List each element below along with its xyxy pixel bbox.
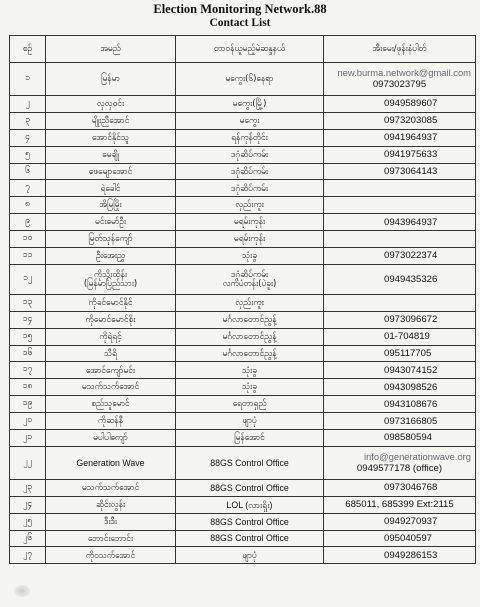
cell-contact [324, 294, 476, 311]
cell-constituency [176, 180, 324, 197]
cell-name [46, 248, 176, 265]
cell-constituency [176, 63, 324, 96]
constituency-line: 88GS Control Office [210, 457, 289, 468]
cell-constituency [176, 513, 324, 530]
name-line: ကိုဝသက်အောင် [85, 549, 136, 560]
phone-text: 0943964937 [384, 216, 438, 228]
cell-contact [324, 146, 476, 163]
name-line: ဖေမျောအောင် [88, 165, 133, 176]
constituency-line: လှည်းကူး [235, 199, 264, 210]
cell-number: ၁၀ [10, 231, 46, 248]
cell-constituency [176, 362, 324, 379]
cell-constituency [176, 129, 324, 146]
cell-constituency [176, 264, 324, 294]
cell-number: ၂၁ [10, 430, 46, 447]
cell-name [46, 96, 176, 113]
cell-name [46, 294, 176, 311]
cell-constituency [176, 547, 324, 564]
cell-name [46, 264, 176, 294]
document-title: Election Monitoring Network.88 [153, 2, 327, 16]
constituency-line: မင်္ဂလာတောင်ညွန့် [222, 313, 277, 324]
table-row [10, 180, 476, 197]
cell-contact [324, 96, 476, 113]
name-line: အိမြမြိုး [99, 199, 122, 210]
constituency-line: သုံးခွ [242, 250, 257, 261]
phone-text: 0949435326 [384, 273, 438, 285]
cell-contact [324, 112, 476, 129]
cell-contact [324, 197, 476, 214]
cell-number: ၂၆ [10, 530, 46, 547]
cell-number: ၁၄ [10, 311, 46, 328]
cell-contact [324, 530, 476, 547]
constituency-line: 88GS Control Office [210, 482, 289, 493]
cell-name [46, 231, 176, 248]
name-line: ဒီးဒီး [104, 515, 117, 526]
table-row [10, 328, 476, 345]
cell-name [46, 396, 176, 413]
cell-contact [324, 214, 476, 231]
table-row [10, 530, 476, 547]
phone-text: 098580594 [384, 432, 433, 444]
cell-constituency [176, 430, 324, 447]
cell-name [46, 163, 176, 180]
cell-contact [324, 248, 476, 265]
cell-contact [324, 446, 476, 479]
cell-constituency [176, 413, 324, 430]
name-line: စည်သူမောင် [91, 398, 130, 409]
name-line: ကိုဆန်နီ [98, 415, 123, 426]
table-row [10, 311, 476, 328]
cell-name [46, 530, 176, 547]
table-row [10, 479, 476, 496]
cell-constituency [176, 479, 324, 496]
phone-text: 0949270937 [384, 516, 438, 528]
cell-number: ၁၃ [10, 294, 46, 311]
cell-number: ၁၈ [10, 379, 46, 396]
cell-number: ၁၁ [10, 248, 46, 265]
cell-contact [324, 413, 476, 430]
name-line: ဆိုင်းလွန်း [95, 498, 126, 509]
cell-constituency [176, 396, 324, 413]
table-row [10, 362, 476, 379]
cell-constituency [176, 96, 324, 113]
cell-constituency [176, 248, 324, 265]
table-row [10, 264, 476, 294]
name-line: မျိုးညီအောင် [91, 115, 130, 125]
name-line: မြတ်သုန်ကျော် [88, 233, 133, 244]
cell-constituency [176, 146, 324, 163]
name-line: ရဲခေါင် [100, 182, 121, 193]
phone-text: 0973096672 [384, 314, 438, 326]
cell-name [46, 180, 176, 197]
table-row [10, 129, 476, 146]
constituency-line: မရမ်းကုန်း [233, 216, 266, 227]
cell-name [46, 496, 176, 513]
name-line: သီရိ [104, 347, 117, 358]
constituency-line-2: လက်ပံတန်း(ပဲခူး) [222, 278, 277, 289]
constituency-line: မကွေး [239, 115, 260, 125]
cell-number: ၂၇ [10, 547, 46, 564]
cell-number: ၅ [10, 146, 46, 163]
cell-contact [324, 430, 476, 447]
cell-number: ၂၂ [10, 446, 46, 479]
email-text: new.burma.network@gmail.com [337, 67, 471, 79]
cell-constituency [176, 311, 324, 328]
table-row [10, 112, 476, 129]
cell-constituency [176, 496, 324, 513]
constituency-line: သုံးခွ [242, 364, 257, 375]
cell-name [46, 146, 176, 163]
name-line: ကိုရဲရင့် [99, 330, 122, 341]
table-row [10, 146, 476, 163]
cell-constituency [176, 530, 324, 547]
cell-name [46, 214, 176, 231]
cell-name [46, 446, 176, 479]
cell-name [46, 362, 176, 379]
contact-table [9, 35, 476, 564]
name-line: မေချို [102, 148, 119, 159]
cell-constituency [176, 214, 324, 231]
table-header-row [10, 36, 476, 63]
table-row [10, 446, 476, 479]
name-line: ဦးအေးညွှ [96, 250, 125, 261]
name-line: မြန်မာ [101, 73, 120, 84]
cell-constituency [176, 446, 324, 479]
phone-text: 0973203085 [384, 115, 438, 127]
cell-name [46, 311, 176, 328]
cell-contact [324, 362, 476, 379]
cell-number: ၂၃ [10, 479, 46, 496]
name-line: ဘောင်းဘောင်း [88, 532, 133, 543]
phone-text: 685011, 685399 Ext:2115 [345, 499, 454, 511]
constituency-line: မြန်အောင် [234, 432, 265, 443]
cell-contact [324, 180, 476, 197]
phone-text: 095117705 [384, 348, 432, 359]
cell-number: ၁၂ [10, 264, 46, 294]
name-line: အောင်ကျော်မင်း [85, 364, 136, 375]
name-line-2: (မြန်မာပြည်သား) [83, 278, 138, 289]
cell-number: ၉ [10, 214, 46, 231]
cell-name [46, 430, 176, 447]
constituency-line: လှည်းကူး [235, 297, 264, 308]
cell-number: ၁၇ [10, 362, 46, 379]
table-row [10, 214, 476, 231]
phone-text: 0943108676 [384, 398, 438, 410]
constituency-line: 88GS Control Office [210, 533, 289, 544]
phone-text: 0973064143 [384, 165, 438, 177]
cell-contact [324, 345, 476, 362]
cell-name [46, 345, 176, 362]
phone-text: 0949286153 [384, 549, 438, 561]
table-row [10, 430, 476, 447]
constituency-line: ရန်ကုန်တိုင်း [231, 131, 268, 142]
table-row [10, 379, 476, 396]
table-row [10, 294, 476, 311]
phone-text: 0973046768 [384, 482, 438, 494]
cell-number: ၆ [10, 163, 46, 180]
cell-number: ၇ [10, 180, 46, 197]
name-line: ကိုသိုးထိန်း [94, 268, 127, 279]
cell-number: ၁၆ [10, 345, 46, 362]
cell-name [46, 513, 176, 530]
cell-contact [324, 396, 476, 413]
cell-number: ၁၅ [10, 328, 46, 345]
constituency-line: ဒဂုံဆိပ်ကမ်း [230, 182, 269, 193]
table-row [10, 413, 476, 430]
phone-text: 0949577178 (office) [356, 462, 443, 474]
phone-text: 0943098526 [384, 381, 438, 393]
cell-contact [324, 63, 476, 96]
name-line: လှလှဝင်း [96, 98, 125, 109]
table-row [10, 345, 476, 362]
constituency-line: ဒဂုံဆိပ်ကမ်း [230, 165, 269, 176]
cell-number: ၄ [10, 129, 46, 146]
cell-constituency [176, 328, 324, 345]
cell-name [46, 112, 176, 129]
cell-name [46, 328, 176, 345]
constituency-line: 88GS Control Office [210, 516, 289, 527]
cell-contact [324, 513, 476, 530]
name-line: မင်းမော်ဦး [94, 216, 127, 227]
cell-contact [324, 496, 476, 513]
constituency-line: ဒဂုံဆိပ်ကမ်း [230, 268, 269, 279]
name-line: ကိုခင်မောင်နိုင် [88, 297, 133, 308]
cell-name [46, 63, 176, 96]
cell-contact [324, 379, 476, 396]
cell-number: ၁၉ [10, 396, 46, 413]
document-subtitle: Contact List [209, 17, 271, 29]
constituency-line: မင်္ဂလာတောင်ညွန့် [222, 347, 277, 358]
table-row [10, 496, 476, 513]
cell-constituency [176, 379, 324, 396]
phone-text: 0973022374 [384, 250, 438, 262]
name-line: Generation Wave [76, 457, 145, 468]
table-row [10, 513, 476, 530]
cell-constituency [176, 345, 324, 362]
table-body [10, 63, 476, 564]
cell-constituency [176, 231, 324, 248]
cell-contact [324, 479, 476, 496]
phone-text: 01-704819 [384, 331, 430, 343]
constituency-line: မကွေး(၆)နေရာ [225, 73, 274, 84]
cell-contact [324, 311, 476, 328]
table-row [10, 63, 476, 96]
constituency-line: ဒဂုံဆိပ်ကမ်း [230, 148, 269, 159]
name-line: ကိုမောင်မောင်စိုး [85, 313, 136, 324]
cell-number: ၃ [10, 112, 46, 129]
constituency-line: မင်္ဂလာတောင်ညွန့် [222, 330, 277, 341]
cell-name [46, 379, 176, 396]
column-header-contact: အီးမေး/ဖုန်းနံပါတ် [324, 36, 476, 63]
cell-constituency [176, 112, 324, 129]
name-line: အောင်နိုင်သူ [91, 131, 130, 142]
cell-number: ၁ [10, 63, 46, 96]
constituency-line: မရမ်းကုန်း [233, 233, 266, 244]
cell-contact [324, 129, 476, 146]
table-row [10, 248, 476, 265]
constituency-line: ဖျာပုံ [242, 549, 257, 560]
phone-text: 0941975633 [384, 149, 438, 161]
column-header-name: အမည် [46, 36, 176, 63]
cell-name [46, 197, 176, 214]
constituency-line: ရေတာရှည် [232, 398, 267, 409]
phone-text: 0973023795 [372, 78, 427, 90]
cell-name [46, 479, 176, 496]
cell-constituency [176, 197, 324, 214]
cell-name [46, 129, 176, 146]
cell-name [46, 547, 176, 564]
column-header-number: စဉ် [10, 36, 46, 63]
phone-text: 0973166805 [384, 415, 438, 427]
table-row [10, 197, 476, 214]
table-row [10, 396, 476, 413]
email-text: info@generationwave.org [364, 451, 471, 462]
table-row [10, 163, 476, 180]
column-header-constituency: တာဝန်ယူမည့်မဲဆန္ဒနယ် [176, 36, 324, 63]
table-row [10, 96, 476, 113]
constituency-line: LOL (လားရှိုး) [226, 499, 273, 510]
cell-contact [324, 163, 476, 180]
name-line: မသက်သက်အောင် [81, 482, 140, 493]
phone-text: 0949589607 [384, 98, 438, 110]
name-line: မသက်သက်အောင် [81, 381, 140, 392]
constituency-line: မကွေး(မြို့) [232, 98, 267, 109]
cell-contact [324, 328, 476, 345]
cell-name [46, 413, 176, 430]
cell-contact [324, 547, 476, 564]
table-row [10, 231, 476, 248]
cell-number: ၈ [10, 197, 46, 214]
cell-contact [324, 264, 476, 294]
cell-contact [324, 231, 476, 248]
phone-text: 095040597 [384, 533, 433, 545]
constituency-line: ဖျာပုံ [242, 415, 257, 426]
cell-number: ၂ [10, 96, 46, 113]
phone-text: 0943074152 [384, 364, 438, 376]
cell-number: ၂၄ [10, 496, 46, 513]
scan-speck [14, 585, 30, 597]
table-row [10, 547, 476, 564]
phone-text: 0941964937 [384, 132, 438, 144]
name-line: မပါပါကျော် [93, 432, 128, 443]
cell-constituency [176, 163, 324, 180]
cell-number: ၂၀ [10, 413, 46, 430]
cell-constituency [176, 294, 324, 311]
cell-number: ၂၅ [10, 513, 46, 530]
constituency-line: သုံးခွ [242, 381, 257, 392]
